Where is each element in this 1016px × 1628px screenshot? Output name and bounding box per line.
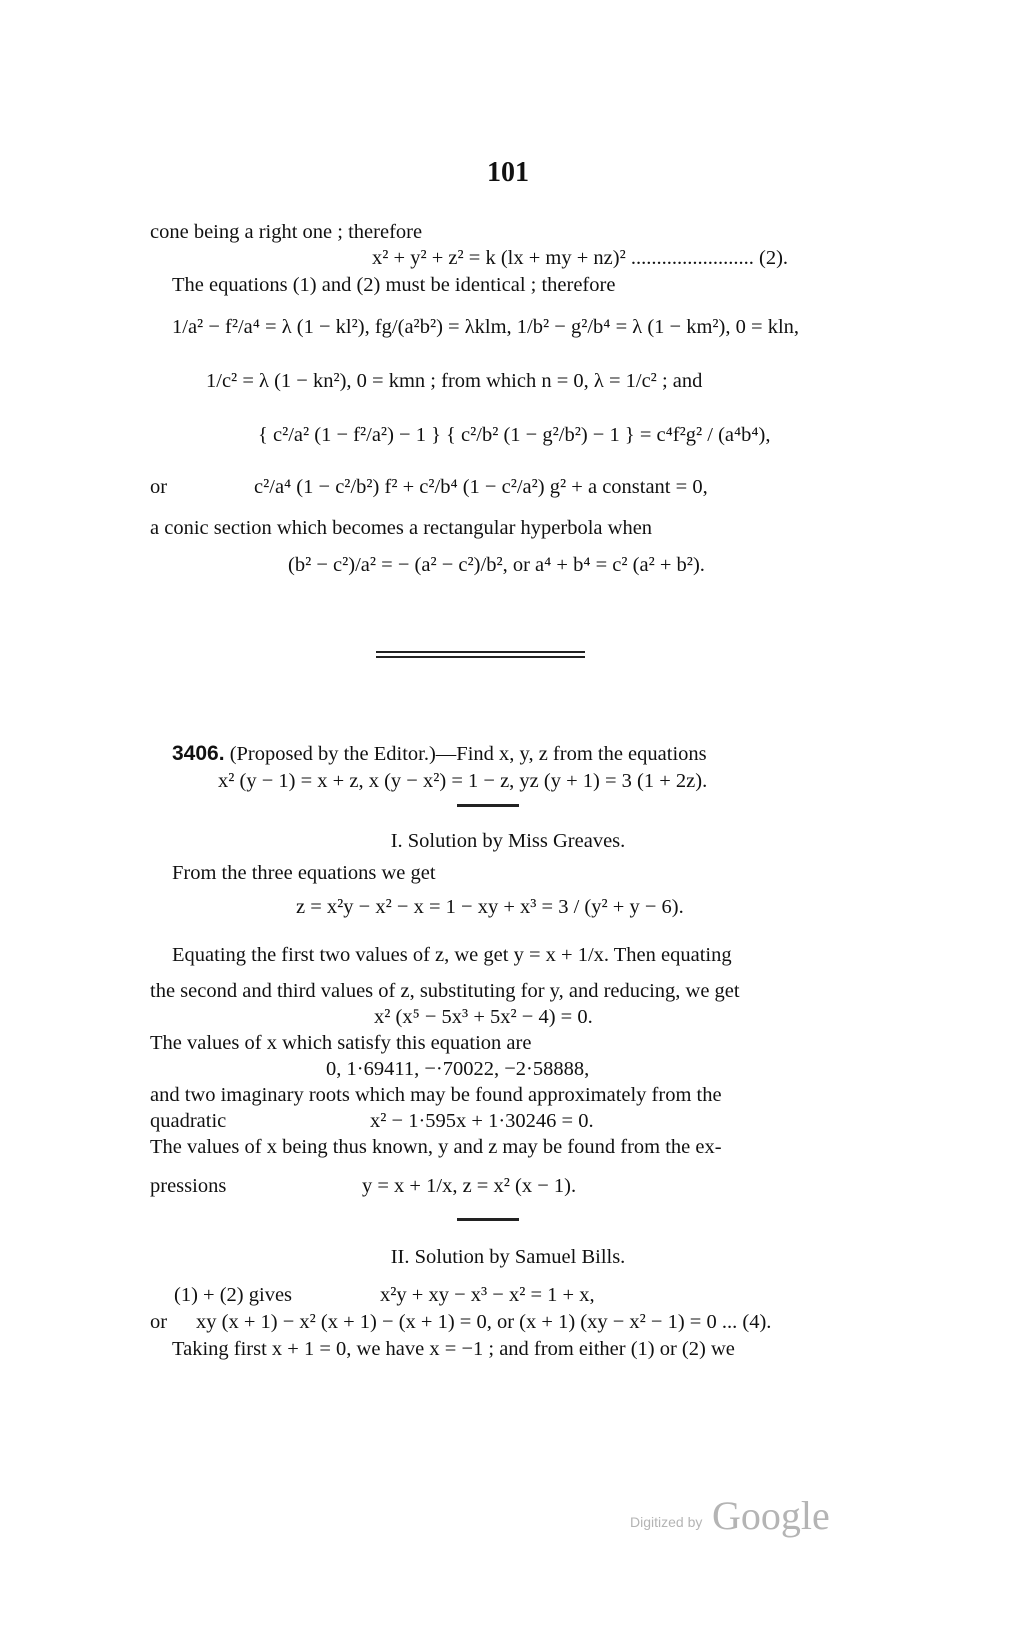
equation: 0, 1·69411, −·70022, −2·58888,	[326, 1058, 590, 1080]
text-line: The equations (1) and (2) must be identical ; therefore	[172, 274, 616, 296]
text-line: quadratic	[150, 1110, 227, 1132]
text-line: or	[150, 1311, 168, 1333]
text-line: The values of x being thus known, y and z may be found from the ex-	[150, 1136, 722, 1158]
page-number: 101	[487, 157, 529, 188]
question-equations: x² (y − 1) = x + z, x (y − x²) = 1 − z, yz (y + 1) = 3 (1 + 2z).	[218, 770, 708, 792]
separator-rule	[376, 651, 585, 653]
equation: c²/a⁴ (1 − c²/b²) f² + c²/b⁴ (1 − c²/a²) g² + a constant = 0,	[254, 476, 708, 498]
short-rule	[457, 1218, 519, 1221]
separator-rule	[376, 656, 585, 658]
text-line: Taking first x + 1 = 0, we have x = −1 ; and from either (1) or (2) we	[172, 1338, 735, 1360]
text-line: cone being a right one ; therefore	[150, 221, 423, 243]
equation: y = x + 1/x, z = x² (x − 1).	[362, 1175, 577, 1197]
text-line: Equating the first two values of z, we get y = x + 1/x. Then equating	[172, 944, 732, 966]
question-number: 3406.	[172, 742, 225, 765]
solution-heading: II. Solution by Samuel Bills.	[390, 1246, 626, 1268]
solution-heading: I. Solution by Miss Greaves.	[390, 830, 626, 852]
equation: z = x²y − x² − x = 1 − xy + x³ = 3 / (y² + y − 6).	[296, 896, 684, 918]
text-line: (1) + (2) gives	[174, 1284, 293, 1306]
equation: x² + y² + z² = k (lx + my + nz)² ........................ (2).	[372, 247, 789, 269]
equation: x² (x⁵ − 5x³ + 5x² − 4) = 0.	[374, 1006, 593, 1028]
question-text: (Proposed by the Editor.)—Find x, y, z from the equations	[229, 743, 707, 765]
equation: x² − 1·595x + 1·30246 = 0.	[370, 1110, 594, 1132]
equation: 1/a² − f²/a⁴ = λ (1 − kl²), fg/(a²b²) = λklm, 1/b² − g²/b⁴ = λ (1 − km²), 0 = kln,	[172, 316, 800, 338]
text-line: the second and third values of z, substituting for y, and reducing, we get	[150, 980, 740, 1002]
text-line: From the three equations we get	[172, 862, 436, 884]
equation: { c²/a² (1 − f²/a²) − 1 } { c²/b² (1 − g²/b²) − 1 } = c⁴f²g² / (a⁴b⁴),	[258, 424, 771, 446]
equation: xy (x + 1) − x² (x + 1) − (x + 1) = 0, or (x + 1) (xy − x² − 1) = 0 ... (4).	[196, 1311, 772, 1333]
question-header	[172, 741, 707, 767]
equation: x²y + xy − x³ − x² = 1 + x,	[380, 1284, 595, 1306]
text-line: and two imaginary roots which may be found approximately from the	[150, 1084, 722, 1106]
short-rule	[457, 804, 519, 807]
text-line: pressions	[150, 1175, 227, 1197]
text-line: The values of x which satisfy this equation are	[150, 1032, 532, 1054]
text-line: a conic section which becomes a rectangular hyperbola when	[150, 517, 653, 539]
equation: 1/c² = λ (1 − kn²), 0 = kmn ; from which n = 0, λ = 1/c² ; and	[206, 370, 703, 392]
text-line: or	[150, 476, 168, 498]
digitized-by-label: Digitized by	[630, 1514, 703, 1530]
equation: (b² − c²)/a² = − (a² − c²)/b², or a⁴ + b⁴ = c² (a² + b²).	[288, 554, 705, 576]
google-logo: Google	[712, 1493, 830, 1538]
